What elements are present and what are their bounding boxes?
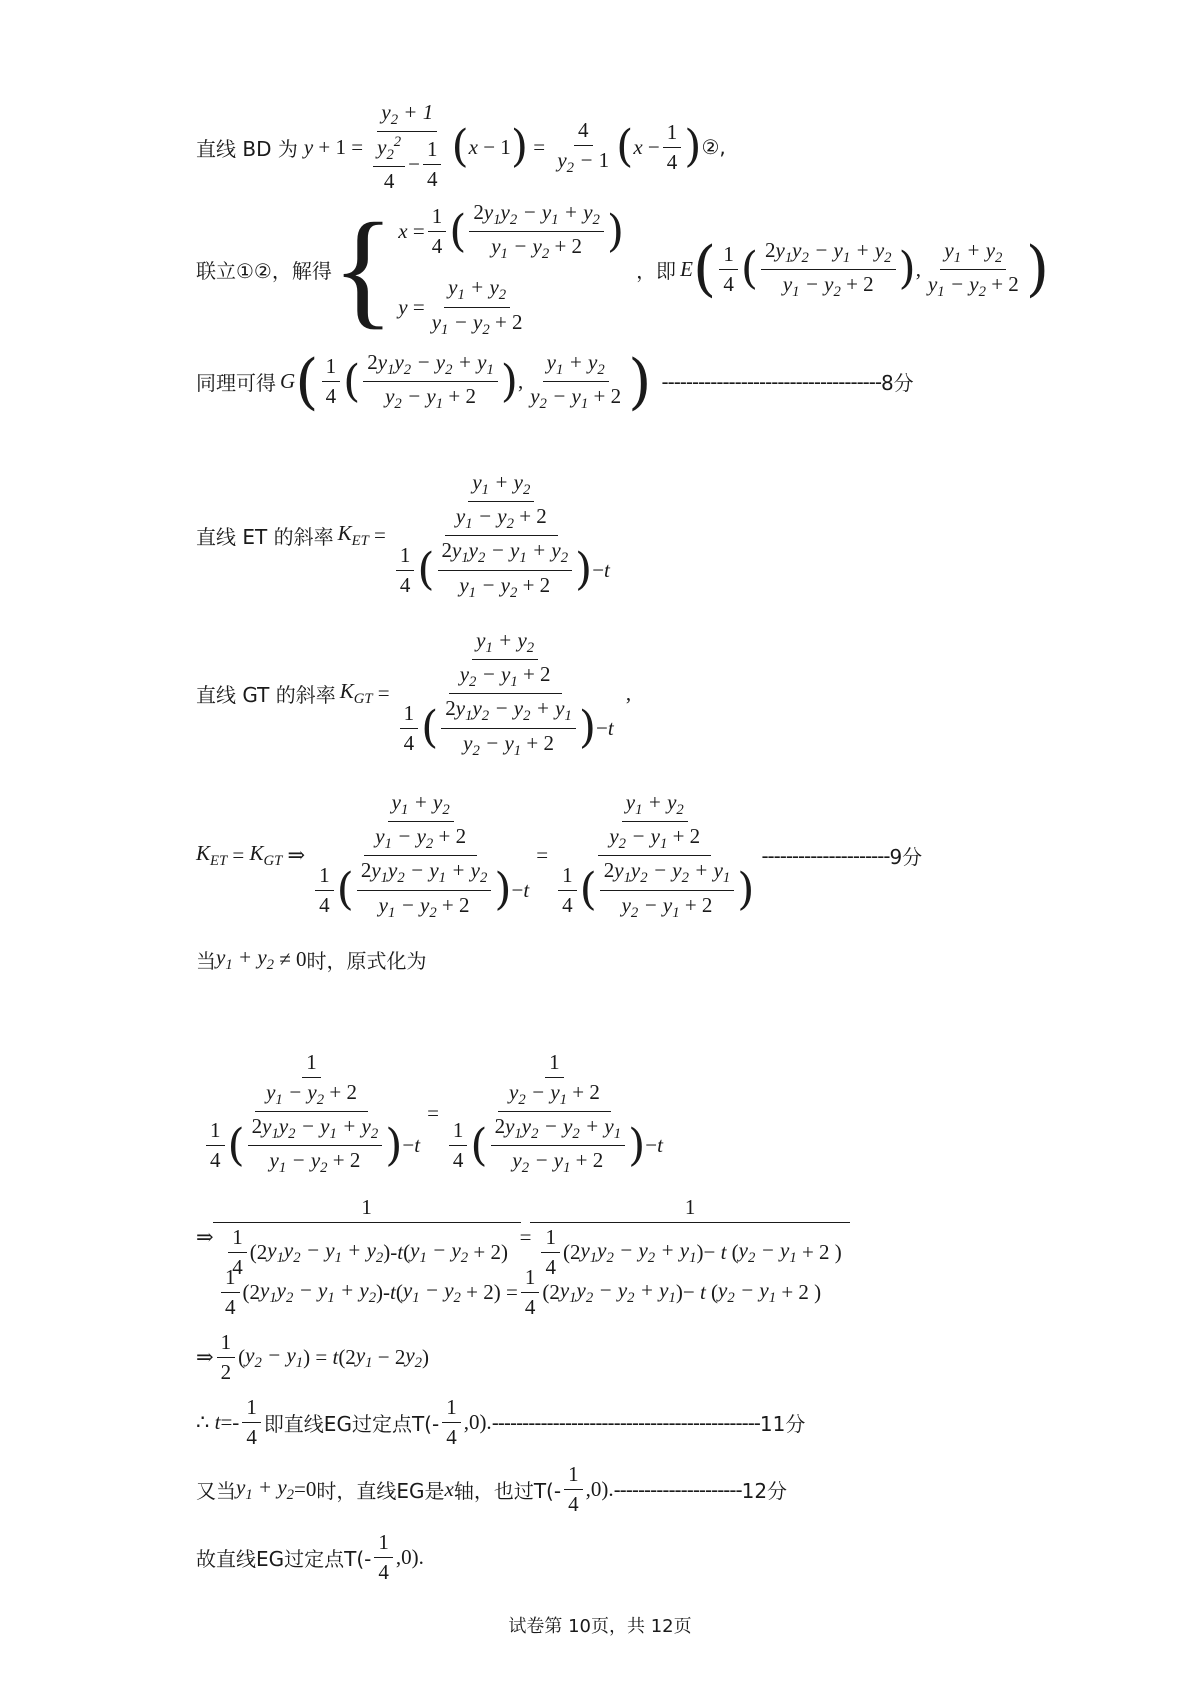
joint-label: 联立①②，解得	[196, 258, 332, 283]
bd-fraction-1: $y_2 + 1$ $\frac{y_2^2}{4}$ − $\frac{1}{4}$	[366, 100, 448, 194]
conclusion-text: 故直线EG过定点T(-	[196, 1547, 372, 1571]
therefore-tail: ,0).	[463, 1410, 492, 1434]
conclusion-end: ,0).	[395, 1545, 424, 1569]
line-zero-case: 又当 $y_1 + y_2$ =0 时，直线EG是 x 轴，也过T(- $\frac{1}{4}$ ,0). --------------------- 12分	[196, 1462, 788, 1516]
line-reciprocal: ⇒ 1 $\frac{1}{4}$ (2 $y_1y_2 - y_1 + y_2$ )- t ( $y_1 - y_2$ + 2) = 1 $\frac{1}{4}$ (2 $y_1y_2 - y_2 + y_1$ )− t ( $y_2 - y_1$ + 2 )	[196, 1195, 849, 1280]
line-slope-et: 直线 ET 的斜率 $K_{ET}$ = $\frac{y_1 + y_2}{y_1 - y_2 + 2}$ $\frac{1}{4}$ ( $\frac{2y_1y_2 - y_1 + y_2}{y_1 - y_2 + 2}$ ) − t	[196, 470, 610, 601]
line-slope-equal: $K_{ET}$ = $K_{GT}$ ⇒ $\frac{y_1 + y_2}{y_1 - y_2 + 2}$ $\frac{1}{4}$ ( $\frac{2y_1y_2 - y_1 + y_2}{y_1 - y_2 + 2}$ ) − t = $\frac{y_1 + y_2}{y_2 - y_1 + 2}$ $\frac{1}{4}$ ( $\frac{2y_1y_2 - y_2 + y_1}{y_2 - y_1 + 2}$ ) --------------------- 9分	[196, 790, 923, 921]
zero-case-end: ,0).	[585, 1477, 614, 1501]
line-simplified-ratio: $\frac{1}{y_1 - y_2 + 2}$ $\frac{1}{4}$ ( $\frac{2y_1y_2 - y_1 + y_2}{y_1 - y_2 + 2}$ ) − t = $\frac{1}{y_2 - y_1 + 2}$ $\frac{1}{4}$ ( $\frac{2y_1y_2 - y_2 + y_1}{y_2 - y_1 + 2}$ ) − t	[196, 1050, 670, 1178]
bd-circle-two: ②,	[701, 135, 726, 160]
joint-ji: ，即	[636, 258, 677, 283]
zero-case-mid: 时，直线EG是	[316, 1479, 445, 1503]
et-label: 直线 ET 的斜率	[196, 525, 334, 550]
case-cond: 时，	[306, 949, 347, 974]
therefore-text: 即直线EG过定点T(-	[263, 1412, 440, 1436]
line-conclusion: 故直线EG过定点T(- $\frac{1}{4}$ ,0).	[196, 1530, 424, 1584]
line-point-g: 同理可得 G ( $\frac{1}{4}$ ( $\frac{2y_1y_2 - y_2 + y_1}{y_2 - y_1 + 2}$ ) , $\frac{y_1 + y_2}{y_2 - y_1 + 2}$ ) ------------------------------------ 8分	[196, 346, 914, 417]
line-case-nonzero: 当 $y_1 + y_2$ ≠ 0 时， 原式化为	[196, 945, 427, 974]
gt-label: 直线 GT 的斜率	[196, 683, 336, 708]
zero-case-axis: x	[444, 1477, 454, 1501]
line-therefore: ∴ t =- $\frac{1}{4}$ 即直线EG过定点T(- $\frac{1}{4}$ ,0). -------------------------------------------- 11分	[196, 1395, 806, 1449]
line-bd-equation: 直线 BD 为 y + 1 = $y_2 + 1$ $\frac{y_2^2}{4}$ − $\frac{1}{4}$ ( x − 1 ) = $\frac{4}{y_2 - 1}$ ( x − $\frac{1}{4}$ ) ②,	[196, 100, 726, 194]
page-footer: 试卷第 10页，共 12页	[508, 1616, 692, 1637]
line-joint-solution: 联立①②，解得 { x = $\frac{1}{4}$ ( $\frac{2y_1y_2 - y_1 + y_2}{y_1 - y_2 + 2}$ ) y = $\frac{y_1 + y_2}{y_1 - y_2 + 2}$ ，即 E ( $\frac{1}{4}$ ( $\frac{2y_1y_2 - y_1 + y_2}{y_1 - y_2 + 2}$ ) , $\frac{y_1 + y_2}{y_1 - y_2 + 2}$ )	[196, 197, 1050, 342]
line-denominators-equal: $\frac{1}{4}$ (2 $y_1y_2 - y_1 + y_2$ )- t ( $y_1 - y_2$ + 2) = $\frac{1}{4}$ (2 $y_1y_2 - y_2 + y_1$ )− t ( $y_2 - y_1$ + 2 )	[218, 1265, 821, 1320]
score-9: 9分	[889, 845, 923, 870]
case-text: 原式化为	[346, 949, 427, 974]
score-8: 8分	[880, 371, 914, 396]
bd-fraction-2: $\frac{4}{y_2 - 1}$	[557, 117, 610, 176]
score-12: 12分	[741, 1479, 788, 1503]
zero-case-prefix: 又当	[196, 1479, 236, 1503]
similar-label: 同理可得	[196, 371, 276, 396]
bd-label: 直线 BD 为	[196, 136, 298, 161]
score-11: 11分	[759, 1412, 806, 1436]
zero-case-tail: 轴，也过T(-	[453, 1479, 562, 1503]
line-half-relation: ⇒ $\frac{1}{2}$ ( $y_2 - y_1$ ) = t (2 $y_1$ − 2 $y_2$ )	[196, 1330, 429, 1384]
line-slope-gt: 直线 GT 的斜率 $K_{GT}$ = $\frac{y_1 + y_2}{y_2 - y_1 + 2}$ $\frac{1}{4}$ ( $\frac{2y_1y_2 - y_2 + y_1}{y_2 - y_1 + 2}$ ) − t ,	[196, 628, 632, 759]
case-prefix: 当	[196, 949, 216, 974]
